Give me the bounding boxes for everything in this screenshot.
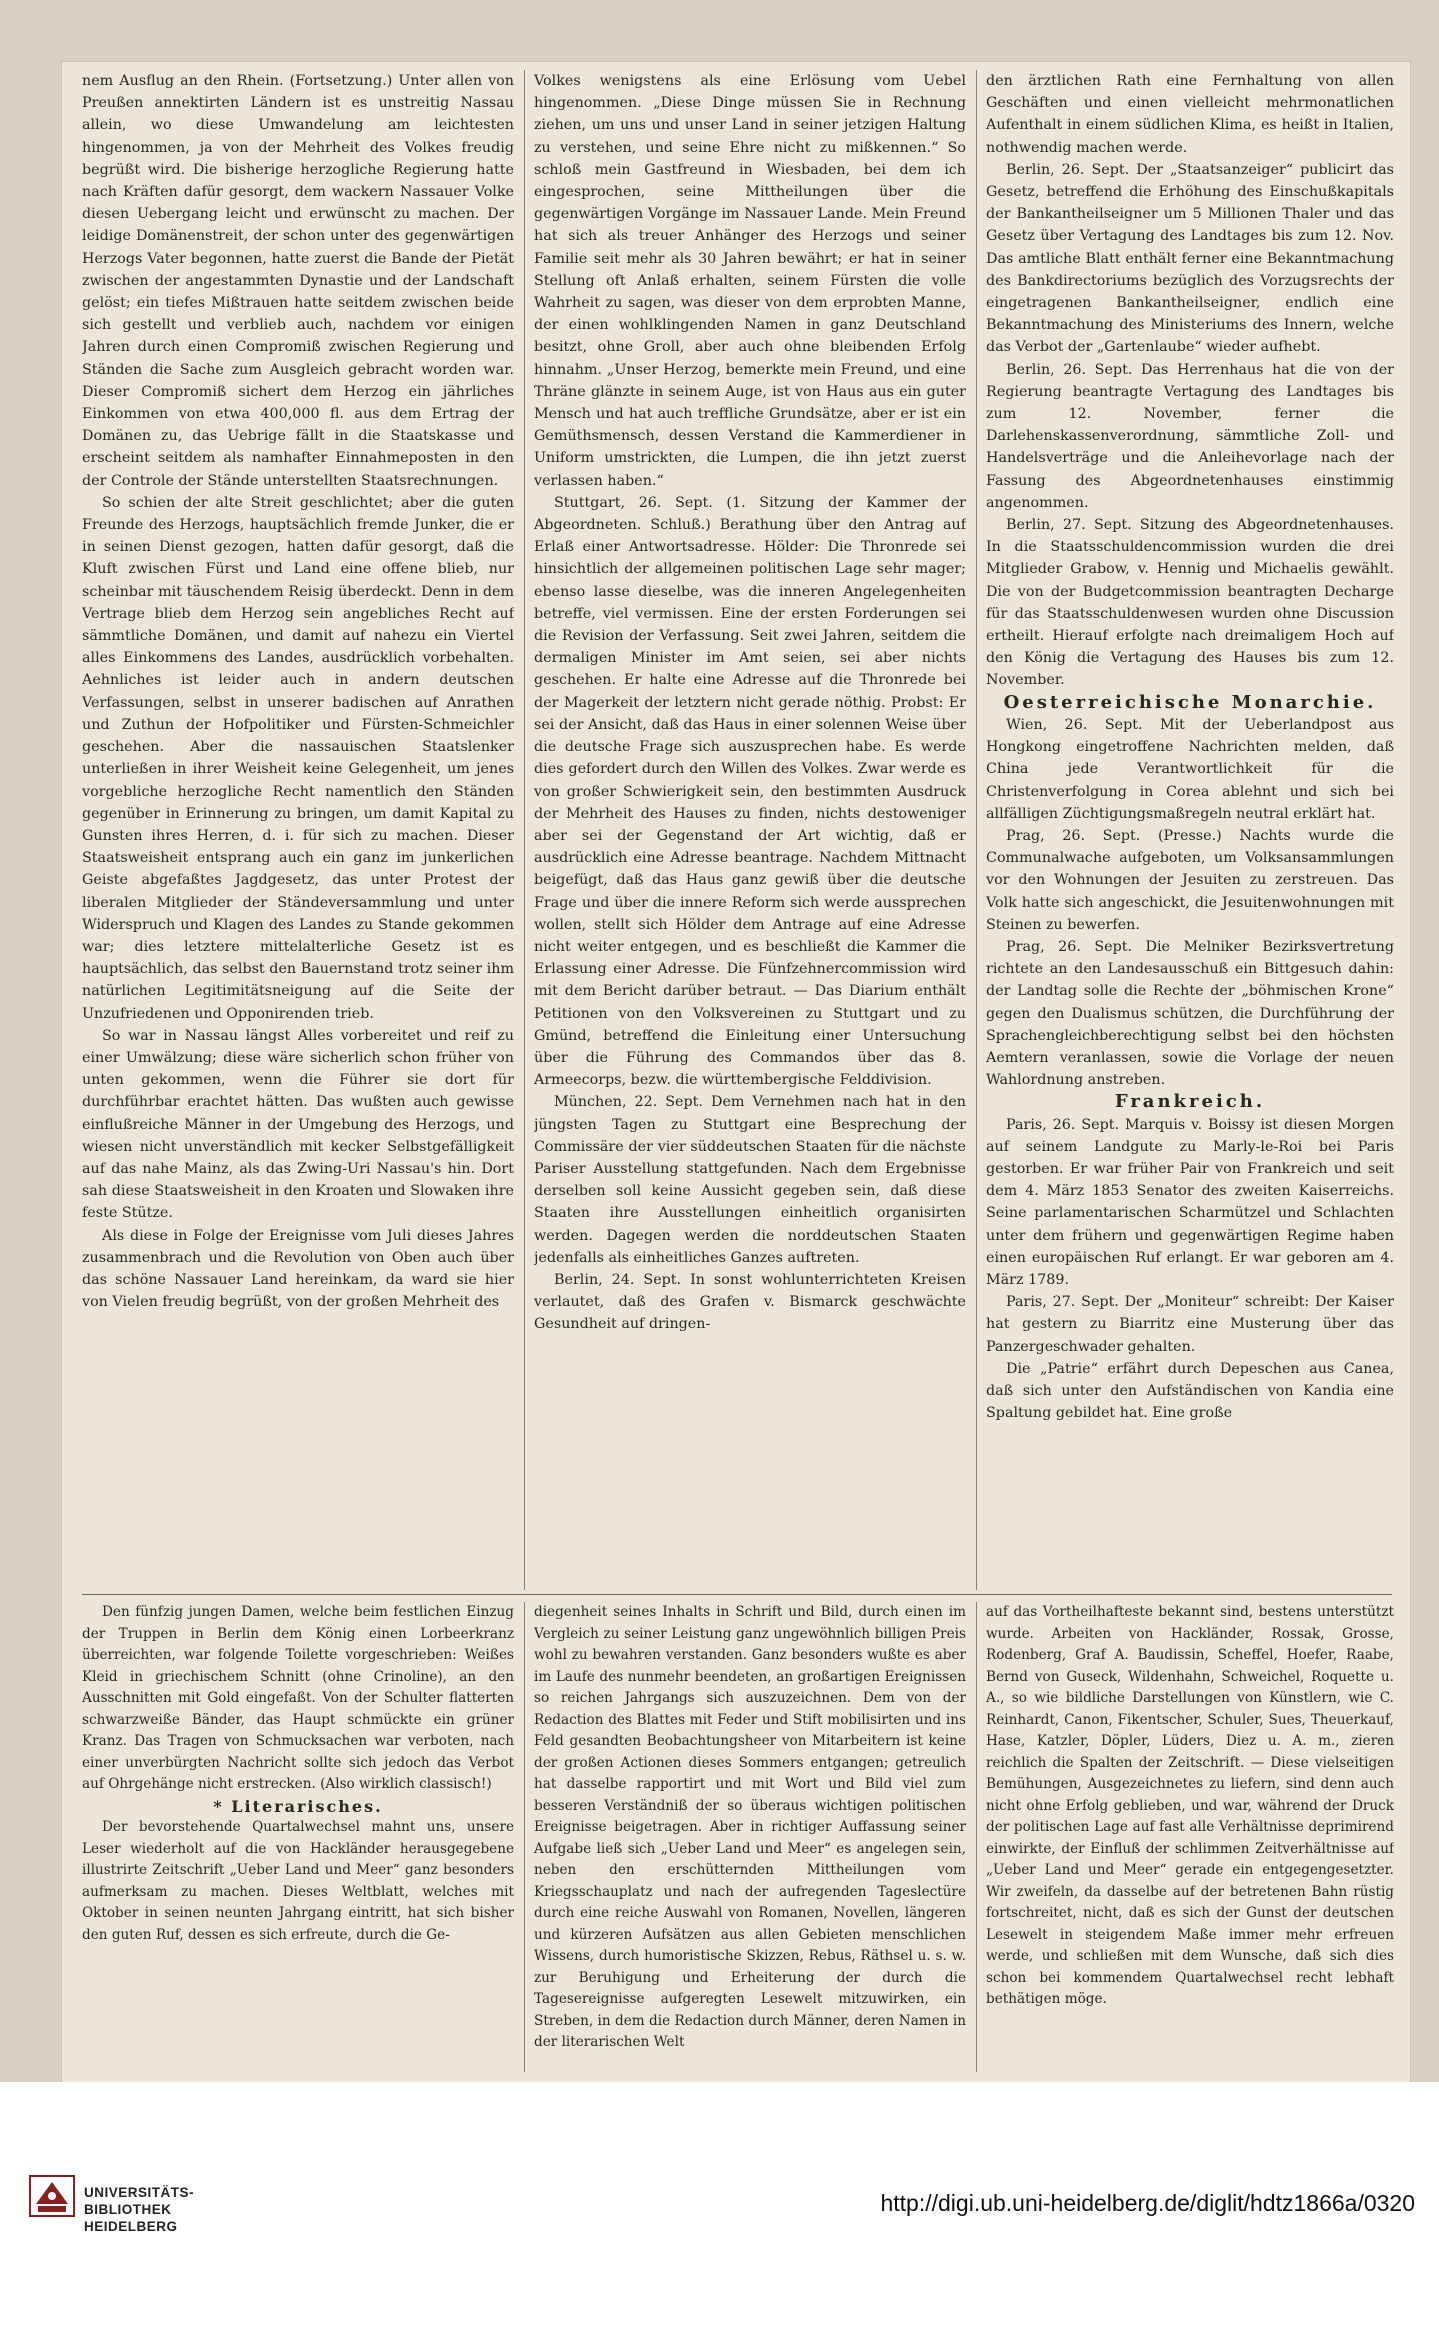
article-paragraph: Berlin, 26. Sept. Das Herrenhaus hat die von der Regierung beantragte Vertagung des Landtages bis zum 12. November, ferner die Darlehenskassenverordnung, sämmtliche Zoll- und Handelsverträge und die Anleihevorlage nach der Fassung des Abgeordnetenhauses einstimmig angenommen. <box>986 361 1394 511</box>
article-paragraph: Berlin, 24. Sept. In sonst wohlunterrichteten Kreisen verlautet, daß des Grafen v. Bismarck geschwächte Gesundheit auf dringen- <box>534 1271 966 1333</box>
article-paragraph: Berlin, 26. Sept. Der „Staatsanzeiger“ publicirt das Gesetz, betreffend die Erhöhung des Einschußkapitals der Bankantheilseigner um 5 Millionen Thaler und das Gesetz über Vertagung des Landtages bis zum 12. Nov. Das amtliche Blatt enthält ferner eine Bekanntmachung des Bankdirectoriums bezüglich des Vorzugsrechts der eingetragenen Bankantheilseigner, endlich eine Bekanntmachung des Ministeriums des Innern, welche das Verbot der „Gartenlaube“ wieder aufhebt. <box>986 161 1394 356</box>
newspaper-page <box>62 62 1410 2082</box>
column-divider <box>976 1602 977 2072</box>
article-paragraph: Berlin, 27. Sept. Sitzung des Abgeordnetenhauses. In die Staatsschuldencommission wurden die drei Mitglieder Grabow, v. Hennig und Michaelis gewählt. Die von der Budgetcommission beantragten Decharge für das Staatsschuldenwesen wurden ohne Discussion ertheilt. Hierauf erfolgte nach dreimaligem Hoch auf den König die Vertagung des Hauses bis zum 12. November. <box>986 517 1394 689</box>
feuilleton-paragraph: diegenheit seines Inhalts in Schrift und Bild, durch einen im Vergleich zu seiner Leistung ganz ungewöhnlich billigen Preis wohl zu bewahren verstanden. Ganz besonders wußte es aber im Laufe des nunmehr beendeten, an großartigen Ereignissen so reichen Jahrgangs sich auszuzeichnen. Dem von der Redaction des Blattes mit Feder und Stift mobilisirten und ins Feld gesandten Beobachtungsheer von Mitarbeitern ist keine der großen Actionen dieses Sommers entgangen; getreulich hat dasselbe rapportirt und mit Wort und Bild viel zum besseren Verständniß der so überaus wichtigen politischen Ereignisse beigetragen. Aber in richtiger Auffassung seiner Aufgabe ließ sich „Ueber Land und Meer“ es angelegen sein, neben den erschütternden Mittheilungen vom Kriegsschauplatz und nach der aufregenden Tageslectüre durch eine reiche Auswahl von Romanen, Novellen, längeren und kürzeren Aufsätzen aus allen Gebieten menschlichen Wissens, durch humoristische Skizzen, Rebus, Räthsel u. s. w. zur Beruhigung und Erheiterung der durch die Tagesereignisse aufgeregten Lesewelt mitzuwirken, ein Streben, in dem die Redaction durch Männer, deren Namen in der literarischen Welt <box>534 1604 966 2050</box>
article-paragraph: Paris, 27. Sept. Der „Moniteur“ schreibt: Der Kaiser hat gestern zu Biarritz eine Musterung über das Panzergeschwader gehalten. <box>986 1294 1394 1355</box>
feuilleton-column-1 <box>82 1602 514 2072</box>
section-heading-austria: Oesterreichische Monarchie. <box>1003 691 1377 713</box>
article-paragraph: nem Ausflug an den Rhein. (Fortsetzung.) Unter allen von Preußen annektirten Ländern ist es unstreitig Nassau allein, wo diese Umwandelung am leichtesten hingenommen, ja von der Mehrheit des Volkes freudig begrüßt wird. Die bisherige herzogliche Regierung hatte nach Kräften dafür gesorgt, dem wackern Nassauer Volke diesen Uebergang leicht und erwünscht zu machen. Der leidige Domänenstreit, der schon unter des gegenwärtigen Herzogs Vater begonnen, hatte zuerst die Bande der Pietät zwischen der angestammten Dynastie und der Landschaft gelöst; ein tiefes Mißtrauen hatte seitdem zwischen beide sich gestellt und verblieb auch, nachdem vor einigen Jahren durch einen Compromiß zwischen Regierung und Ständen die Sache zum Ausgleich gebracht worden war. Dieser Compromiß sichert dem Herzog ein jährliches Einkommen von etwa 400,000 fl. aus dem Ertrag der Domänen zu, das Uebrige fällt in die Staatskasse und erscheint seitdem als namhafter Einnahmeposten in den der Controle der Stände unterstellten Staatsrechnungen. <box>82 73 514 489</box>
feuilleton-divider <box>82 1594 1392 1595</box>
article-paragraph: Prag, 26. Sept. (Presse.) Nachts wurde die Communalwache aufgeboten, um Volksansammlungen vor den Wohnungen der Jesuiten zu zerstreuen. Das Volk hatte sich angeschickt, die Jesuitenwohnungen mit Steinen zu bewerfen. <box>986 827 1394 933</box>
article-paragraph: Paris, 26. Sept. Marquis v. Boissy ist diesen Morgen auf seinem Landgute zu Marly-le-Roi bei Paris gestorben. Er war früher Pair von Frankreich und seit dem 4. März 1853 Senator des zweiten Kaiserreichs. Seine parlamentarischen Scharmützel und Schlachten unter dem frühern und gegenwärtigen Regime haben einen europäischen Ruf erlangt. Er war geboren am 4. März 1789. <box>986 1116 1394 1288</box>
feuilleton-column-3 <box>986 1602 1394 2072</box>
article-paragraph: Stuttgart, 26. Sept. (1. Sitzung der Kammer der Abgeordneten. Schluß.) Berathung über den Antrag auf Erlaß einer Antwortsadresse. Hölder: Die Thronrede sei hinsichtlich der allgemeinen politischen Lage sehr mager; ebenso lasse dieselbe, was die inneren Angelegenheiten betreffe, viel vermissen. Eine der ersten Forderungen sei die Revision der Verfassung. Seit zwei Jahren, seitdem die dermaligen Minister im Amt seien, sei aber nichts geschehen. Er halte eine Adresse auf die Thronrede bei der Magerkeit der letztern nicht gerade nöthig. Probst: Er sei der Ansicht, daß das Haus in einer solennen Weise über die deutsche Frage sich auszusprechen habe. Es werde dies gefordert durch den Willen des Volkes. Zwar werde es von großer Schwierigkeit sein, den bestimmten Ausdruck der Mehrheit des Hauses zu finden, nichts destoweniger aber sei der Gegenstand der Art wichtig, daß er ausdrücklich eine Adresse beantrage. Nachdem Mittnacht beigefügt, daß das Haus ganz gewiß über die deutsche Frage und über die innere Reform sich werde aussprechen wollen, stellt sich Hölder dem Antrage auf eine Adresse nicht weiter entgegen, und es beschließt die Kammer die Erlassung einer Adresse. Die Fünfzehnercommission wird mit dem Bericht darüber betraut. — Das Diarium enthält Petitionen von den Volksvereinen zu Stuttgart und zu Gmünd, betreffend die Einleitung einer Untersuchung über die Führung des Commandos über das 8. Armeecorps, bezw. die württembergische Felddivision. <box>534 494 966 1089</box>
article-paragraph: Prag, 26. Sept. Die Melniker Bezirksvertretung richtete an den Landesausschuß ein Bittgesuch dahin: der Landtag solle die Rechte der „böhmischen Krone“ gegen den Dualismus schützen, die Durchführung der Sprachengleichberechtigung selbst bei den höchsten Aemtern veranlassen, sowie die Vorlage der neuen Wahlordnung anstreben. <box>986 938 1394 1089</box>
literary-heading: * Literarisches. <box>213 1796 383 1816</box>
column-3 <box>986 70 1394 1590</box>
section-heading-france: Frankreich. <box>1114 1091 1266 1113</box>
article-paragraph: Wien, 26. Sept. Mit der Ueberlandpost aus Hongkong eingetroffene Nachrichten melden, daß China jede Verantwortlichkeit für die Christenverfolgung in Corea ablehnt und sich bei allfälligen Züchtigungsmaßregeln neutral erklärt hat. <box>986 716 1394 822</box>
article-paragraph: So war in Nassau längst Alles vorbereitet und reif zu einer Umwälzung; diese wäre sicherlich schon früher von unten gekommen, wenn die Führer sie dort für durchführbar erachtet hätten. Das wußten auch gewisse einflußreiche Männer in der Umgebung des Herzogs, und wiesen nicht unverständlich mit kecker Selbstgefälligkeit auf das nahe Mainz, als das Zwing-Uri Nassau's hin. Dort sah diese Staatsweisheit in den Kroaten und Slowaken ihre feste Stütze. <box>82 1027 514 1222</box>
column-1 <box>82 70 514 1590</box>
feuilleton-column-2 <box>534 1602 966 2072</box>
article-paragraph: So schien der alte Streit geschlichtet; aber die guten Freunde des Herzogs, hauptsächlich fremde Junker, die er in seinen Dienst gezogen, hatten dafür gesorgt, daß die Kluft zwischen Fürst und Land eine offene blieb, nur scheinbar mit täuschendem Reisig überdeckt. Denn in dem Vertrage blieb dem Herzog sein angebliches Recht auf sämmtliche Domänen, und damit auf nahezu ein Viertel alles Einkommens des Landes, ausdrücklich vorbehalten. Aehnliches ist leider auch in andern deutschen Verfassungen, selbst in unserer badischen auf Anrathen und Zuthun der Hofpolitiker und Fürsten-Schmeichler geschehen. Aber die nassauischen Staatslenker unterließen in ihrer Weisheit keine Gelegenheit, um jenes vorgebliche herzogliche Recht namentlich den Ständen gegenüber in Erinnerung zu bringen, um damit Kapital zu Gunsten ihres Herren, d. i. für sich zu machen. Dieser Staatsweisheit entsprang auch ein ganz im junkerlichen Geiste abgefaßtes Jagdgesetz, das unter Protest der liberalen Mitglieder der Ständeversammlung und unter Widerspruch und Klagen des Landes zu Stande gekommen war; dies letztere mittelalterliche Gesetz ist es hauptsächlich, das selbst den Bauernstand trotz seiner ihm natürlichen Legitimitätsneigung auf die Seite der Unzufriedenen und Opponirenden trieb. <box>82 494 514 1022</box>
article-paragraph: Volkes wenigstens als eine Erlösung vom Uebel hingenommen. „Diese Dinge müssen Sie in Rechnung ziehen, um uns und unser Land in seiner jetzigen Haltung zu verstehen, und seine Ehre nicht zu mißkennen.“ So schloß mein Gastfreund in Wiesbaden, bei dem ich eingesprochen, seine Mittheilungen über die gegenwärtigen Vorgänge im Nassauer Lande. Mein Freund hat sich als treuer Anhänger des Herzogs und seiner Familie seit mehr als 30 Jahren bewährt; er hat in seiner Stellung oft Anlaß erhalten, seinem Fürsten die volle Wahrheit zu sagen, was dieser von dem erprobten Manne, der einen wohlklingenden Namen in ganz Deutschland besitzt, ohne Groll, aber auch ohne bleibenden Erfolg hinnahm. „Unser Herzog, bemerkte mein Freund, und eine Thräne glänzte in seinem Auge, ist von Haus aus ein guter Mensch und hat auch treffliche Grundsätze, aber er ist ein Gemüthsmensch, dessen Verstand die Kammerdiener in Uniform umstrickten, die Lumpen, die ihn jetzt zuerst verlassen haben.“ <box>534 73 966 489</box>
article-paragraph: den ärztlichen Rath eine Fernhaltung von allen Geschäften und einen vielleicht mehrmonatlichen Aufenthalt in einem südlichen Klima, es heißt in Italien, nothwendig machen werde. <box>986 73 1394 156</box>
article-paragraph: Als diese in Folge der Ereignisse vom Juli dieses Jahres zusammenbrach und die Revolution von Oben auch über das schöne Nassauer Land hereinkam, da ward sie hier von Vielen freudig begrüßt, von der großen Mehrheit des <box>82 1227 514 1311</box>
column-divider <box>976 70 977 1590</box>
library-crest-icon <box>28 2174 76 2234</box>
library-footer <box>0 2082 1439 2350</box>
article-paragraph: Die „Patrie“ erfährt durch Depeschen aus Canea, daß sich unter den Aufständischen von Kandia eine Spaltung gebildet hat. Eine große <box>986 1360 1394 1422</box>
column-2 <box>534 70 966 1590</box>
library-name: UNIVERSITÄTS- BIBLIOTHEK HEIDELBERG <box>84 2185 195 2234</box>
column-divider <box>524 70 525 1590</box>
feuilleton-paragraph: Den fünfzig jungen Damen, welche beim festlichen Einzug der Truppen in Berlin dem König einen Lorbeerkranz überreichten, war folgende Toilette vorgeschrieben: Weißes Kleid in griechischem Schnitt (ohne Crinoline), an den Ausschnitten mit Gold eingefaßt. Von der Schulter flatterten schwarzweiße Bänder, das Haupt schmückte ein grüner Kranz. Das Tragen von Schmucksachen war verboten, nach einer unverbürgten Nachricht sollte sich jedoch das Verbot auf Ohrgehänge nicht erstrecken. (Also wirklich classisch!) <box>82 1604 514 1792</box>
permalink-url[interactable]: http://digi.ub.uni-heidelberg.de/diglit/hdtz1866a/0320 <box>880 2190 1415 2216</box>
column-divider <box>524 1602 525 2072</box>
article-paragraph: München, 22. Sept. Dem Vernehmen nach hat in den jüngsten Tagen zu Stuttgart eine Besprechung der Commissäre der vier süddeutschen Staaten für die nächste Pariser Ausstellung stattgefunden. Nach dem Ergebnisse derselben soll keine Aussicht gegeben sein, daß diese Staaten ihre Ausstellungen einheitlich organisirten werden. Dagegen werden die norddeutschen Staaten jedenfalls als einheitliches Ganzes auftreten. <box>534 1094 966 1266</box>
feuilleton-paragraph: Der bevorstehende Quartalwechsel mahnt uns, unsere Leser wiederholt auf die von Hackländer herausgegebene illustrirte Zeitschrift „Ueber Land und Meer“ ganz besonders aufmerksam zu machen. Dieses Weltblatt, welches mit Oktober in seinen neunten Jahrgang eintritt, hat sich bisher den guten Ruf, dessen es sich erfreute, durch die Ge- <box>82 1819 514 1943</box>
library-logo[interactable] <box>28 2174 288 2294</box>
feuilleton-paragraph: auf das Vortheilhafteste bekannt sind, bestens unterstützt wurde. Arbeiten von Hackländer, Rossak, Grosse, Rodenberg, Graf A. Baudissin, Scheffel, Hoefer, Raabe, Bernd von Guseck, Wildenhahn, Schweichel, Roquette u. A., so wie bildliche Darstellungen von Künstlern, wie C. Reinhardt, Canon, Fikentscher, Schuler, Sues, Theuerkauf, Hase, Katzler, Döpler, Lüders, Diez u. A. m., zieren reichlich die Spalten der Zeitschrift. — Diese vielseitigen Bemühungen, Ausgezeichnetes zu liefern, sind denn auch nicht ohne Erfolg geblieben, und war, während der Druck der politischen Lage auf fast alle Verhältnisse deprimirend einwirkte, der Einfluß der schlimmen Zeitverhältnisse auf „Ueber Land und Meer“ gerade ein entgegengesetzter. Wir zweifeln, da dasselbe auf der betretenen Bahn rüstig fortschreitet, nicht, daß es sich der Gunst der deutschen Lesewelt in steigendem Maße immer mehr erfreuen werde, und schließen mit dem Wunsche, daß sich dies schon bei kommendem Quartalwechsel recht lebhaft bethätigen möge. <box>986 1604 1394 2007</box>
